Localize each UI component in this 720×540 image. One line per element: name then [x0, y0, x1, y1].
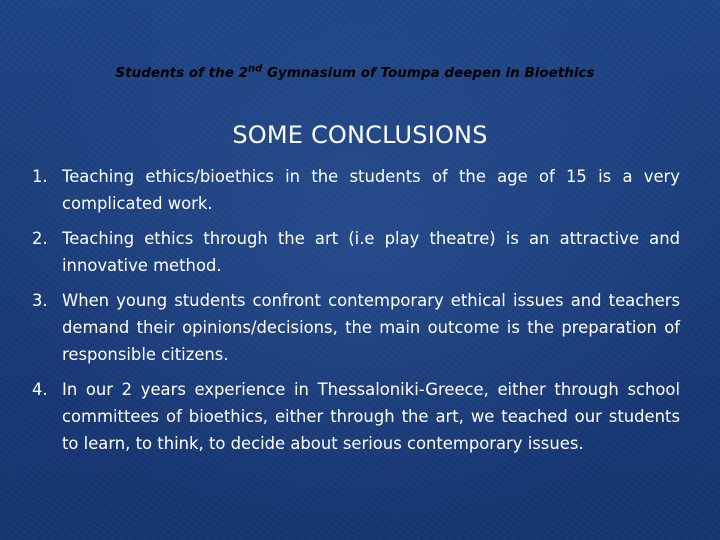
item-text: Teaching ethics/bioethics in the students of the age of 15 is a very complicated work. [62, 167, 680, 213]
item-number: 4. [32, 380, 48, 399]
subtitle-superscript: nd [248, 63, 263, 75]
conclusions-list [32, 163, 680, 465]
conclusion-item-2 [32, 225, 680, 279]
conclusion-item-3 [32, 287, 680, 368]
item-number: 1. [32, 167, 48, 186]
subtitle-text-start: Students of the 2 [115, 65, 248, 81]
slide-title: SOME CONCLUSIONS [232, 121, 488, 149]
item-number: 3. [32, 291, 48, 310]
item-text: When young students confront contemporary ethical issues and teachers demand their opinions/decisions, the main outcome is the preparation of responsible citizens. [62, 291, 680, 364]
conclusion-item-4 [32, 376, 680, 457]
item-number: 2. [32, 229, 48, 248]
conclusion-item-1 [32, 163, 680, 217]
item-text: Teaching ethics through the art (i.e play theatre) is an attractive and innovative method. [62, 229, 680, 275]
subtitle-text-end: Gymnasium of Toumpa deepen in Bioethics [262, 65, 595, 81]
item-text: In our 2 years experience in Thessaloniki-Greece, either through school committees of bioethics, either through the art, we teached our students to learn, to think, to decide about serious contemporary issues. [62, 380, 680, 453]
slide-subtitle [80, 62, 630, 84]
